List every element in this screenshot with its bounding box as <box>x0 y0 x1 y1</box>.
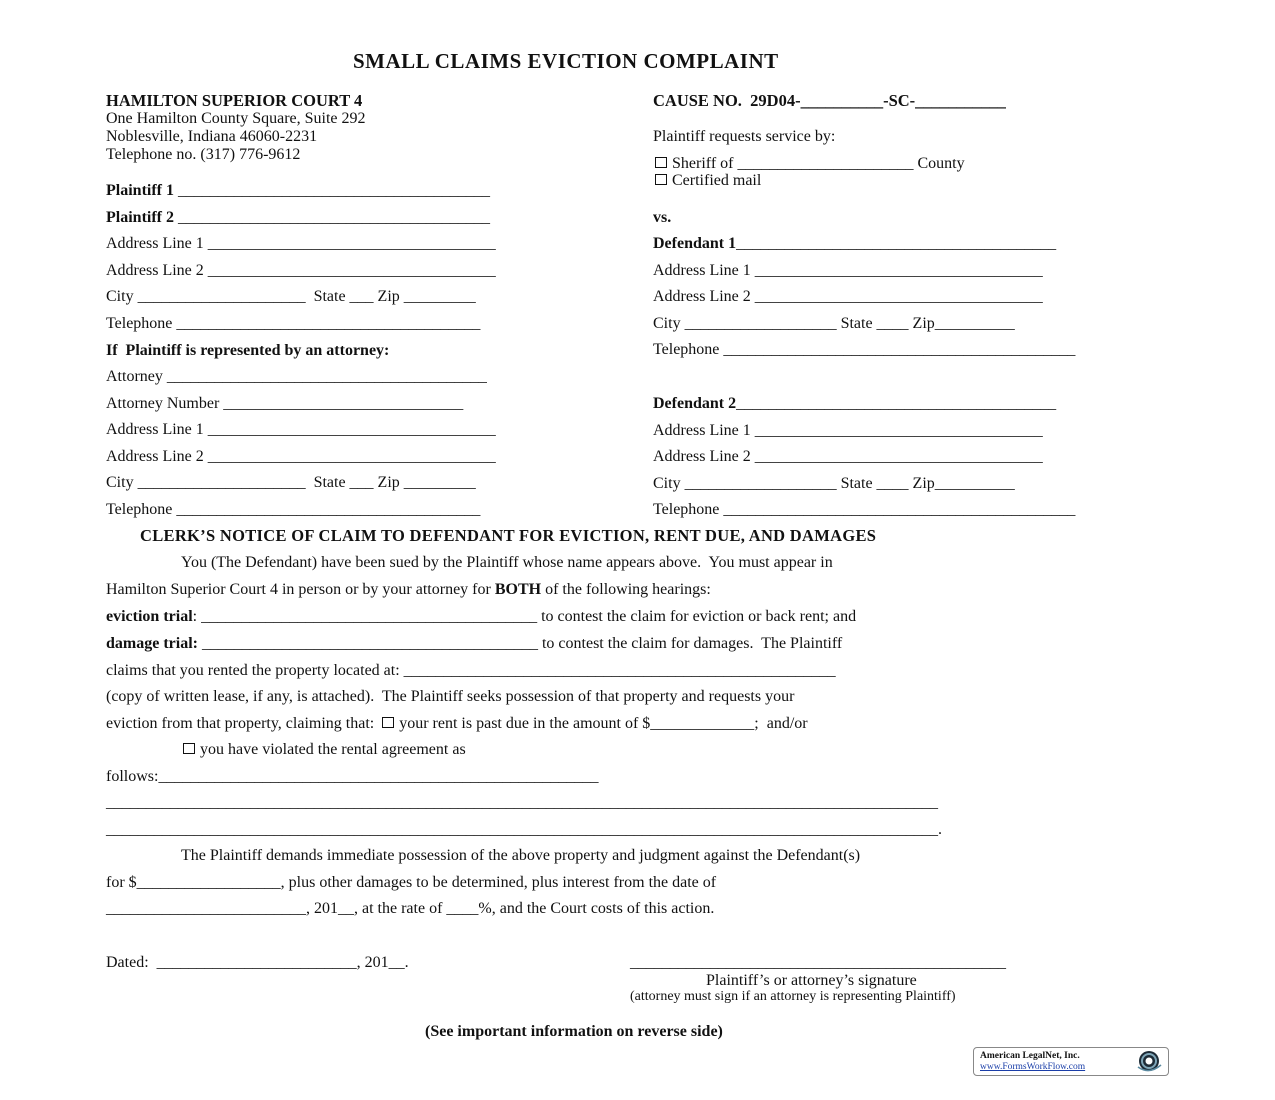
plaintiff-1-line: _______________________________________ <box>178 182 490 199</box>
logo-url-link[interactable]: www.FormsWorkFlow.com <box>980 1062 1086 1072</box>
attorney-city-state-zip[interactable]: City _____________________ State ___ Zip _________ <box>106 474 476 491</box>
service-sheriff-text: Sheriff of ______________________ County <box>672 155 965 172</box>
signature-label: Plaintiff’s or attorney’s signature <box>706 972 917 989</box>
defendant-2-address-1[interactable]: Address Line 1 ____________________________________ <box>653 422 1043 439</box>
attorney-heading: If Plaintiff is represented by an attorney: <box>106 342 390 359</box>
defendant-2-city-state-zip[interactable]: City ___________________ State ____ Zip__________ <box>653 475 1015 492</box>
legalnet-emblem-icon <box>1134 1049 1164 1073</box>
rent-past-due-option[interactable] <box>106 716 808 732</box>
eviction-trial-label: eviction trial <box>106 608 193 625</box>
page-title: SMALL CLAIMS EVICTION COMPLAINT <box>353 49 779 73</box>
defendant-2-telephone[interactable]: Telephone ____________________________________________ <box>653 501 1076 518</box>
property-location-field[interactable]: claims that you rented the property located at: ______________________________________________________ <box>106 662 836 679</box>
notice-line-7a: eviction from that property, claiming that: <box>106 715 383 732</box>
plaintiff-2-label: Plaintiff 2 <box>106 209 174 226</box>
plaintiff-telephone[interactable]: Telephone ______________________________________ <box>106 315 481 332</box>
court-phone: Telephone no. (317) 776-9612 <box>106 146 301 163</box>
rent-past-due-checkbox[interactable] <box>382 717 394 728</box>
plaintiff-address-2[interactable]: Address Line 2 ____________________________________ <box>106 262 496 279</box>
eviction-trial-field[interactable] <box>106 609 856 625</box>
signature-line[interactable]: _______________________________________________ <box>630 954 1006 971</box>
defendant-1-field[interactable] <box>653 236 1056 252</box>
defendant-2-line: ________________________________________ <box>736 395 1057 412</box>
plaintiff-2-line: _______________________________________ <box>178 209 490 226</box>
defendant-2-address-2[interactable]: Address Line 2 ____________________________________ <box>653 448 1043 465</box>
demand-line-1: The Plaintiff demands immediate possession of the above property and judgment against the Defendant(s) <box>181 847 861 864</box>
notice-line-2c: of the following hearings: <box>541 581 711 598</box>
dated-field[interactable]: Dated: _________________________, 201__. <box>106 954 409 971</box>
defendant-1-address-2[interactable]: Address Line 2 ____________________________________ <box>653 288 1043 305</box>
service-sheriff-option[interactable] <box>655 156 965 172</box>
american-legalnet-logo[interactable] <box>973 1047 1169 1076</box>
violated-agreement-checkbox[interactable] <box>183 743 195 754</box>
plaintiff-1-field[interactable] <box>106 183 490 199</box>
notice-line-2a: Hamilton Superior Court 4 in person or by your attorney for <box>106 581 495 598</box>
court-address-2: Noblesville, Indiana 46060-2231 <box>106 128 318 145</box>
defendant-1-city-state-zip[interactable]: City ___________________ State ____ Zip__________ <box>653 315 1015 332</box>
damage-trial-field[interactable] <box>106 636 842 652</box>
sheriff-checkbox[interactable] <box>655 157 667 168</box>
attorney-telephone[interactable]: Telephone ______________________________________ <box>106 501 481 518</box>
signature-note: (attorney must sign if an attorney is representing Plaintiff) <box>630 989 956 1004</box>
follows-line-3[interactable]: ________________________________________________________________________________________________________. <box>106 821 942 838</box>
defendant-1-line: ________________________________________ <box>736 235 1057 252</box>
defendant-2-label: Defendant 2 <box>653 395 737 412</box>
attorney-address-2[interactable]: Address Line 2 ____________________________________ <box>106 448 496 465</box>
vs-label: vs. <box>653 209 672 226</box>
follows-line-2[interactable]: ________________________________________________________________________________________________________ <box>106 794 938 811</box>
follows-field[interactable]: follows:_______________________________________________________ <box>106 768 599 785</box>
logo-company-name: American LegalNet, Inc. <box>980 1051 1080 1061</box>
reverse-side-note: (See important information on reverse side) <box>425 1023 723 1040</box>
interest-date-rate-field[interactable]: _________________________, 201__, at the rate of ____%, and the Court costs of this action. <box>106 900 715 917</box>
defendant-1-address-1[interactable]: Address Line 1 ____________________________________ <box>653 262 1043 279</box>
court-address-1: One Hamilton County Square, Suite 292 <box>106 110 366 127</box>
damage-trial-line: __________________________________________ to contest the claim for damages. The Plaintiff <box>197 635 843 652</box>
notice-heading: CLERK’S NOTICE OF CLAIM TO DEFENDANT FOR EVICTION, RENT DUE, AND DAMAGES <box>140 526 877 545</box>
rent-past-due-text: your rent is past due in the amount of $_____________; and/or <box>399 715 808 732</box>
attorney-name[interactable]: Attorney ________________________________________ <box>106 368 487 385</box>
notice-line-1: You (The Defendant) have been sued by the Plaintiff whose name appears above. You must appear in <box>181 554 833 571</box>
defendant-1-label: Defendant 1 <box>653 235 737 252</box>
damage-trial-label: damage trial: <box>106 635 198 652</box>
service-mail-text: Certified mail <box>672 172 762 189</box>
defendant-1-telephone[interactable]: Telephone ____________________________________________ <box>653 341 1076 358</box>
service-label: Plaintiff requests service by: <box>653 128 836 145</box>
notice-line-6: (copy of written lease, if any, is attached). The Plaintiff seeks possession of that property and requests your <box>106 688 795 705</box>
plaintiff-1-label: Plaintiff 1 <box>106 182 174 199</box>
cause-number[interactable]: CAUSE NO. 29D04-__________-SC-___________ <box>653 91 1006 110</box>
attorney-address-1[interactable]: Address Line 1 ____________________________________ <box>106 421 496 438</box>
notice-both: BOTH <box>494 581 542 598</box>
violated-agreement-text: you have violated the rental agreement as <box>200 741 466 758</box>
court-name: HAMILTON SUPERIOR COURT 4 <box>106 91 363 110</box>
demand-amount-field[interactable]: for $__________________, plus other damages to be determined, plus interest from the date of <box>106 874 717 891</box>
notice-line-2 <box>106 582 711 598</box>
violated-agreement-option[interactable] <box>183 742 466 758</box>
certified-mail-checkbox[interactable] <box>655 174 667 185</box>
plaintiff-city-state-zip[interactable]: City _____________________ State ___ Zip _________ <box>106 288 476 305</box>
defendant-2-field[interactable] <box>653 396 1056 412</box>
eviction-trial-line: : __________________________________________ to contest the claim for eviction or back rent; and <box>192 608 857 625</box>
attorney-number[interactable]: Attorney Number ______________________________ <box>106 395 464 412</box>
plaintiff-2-field[interactable] <box>106 210 490 226</box>
service-mail-option[interactable] <box>655 173 761 189</box>
plaintiff-address-1[interactable]: Address Line 1 ____________________________________ <box>106 235 496 252</box>
